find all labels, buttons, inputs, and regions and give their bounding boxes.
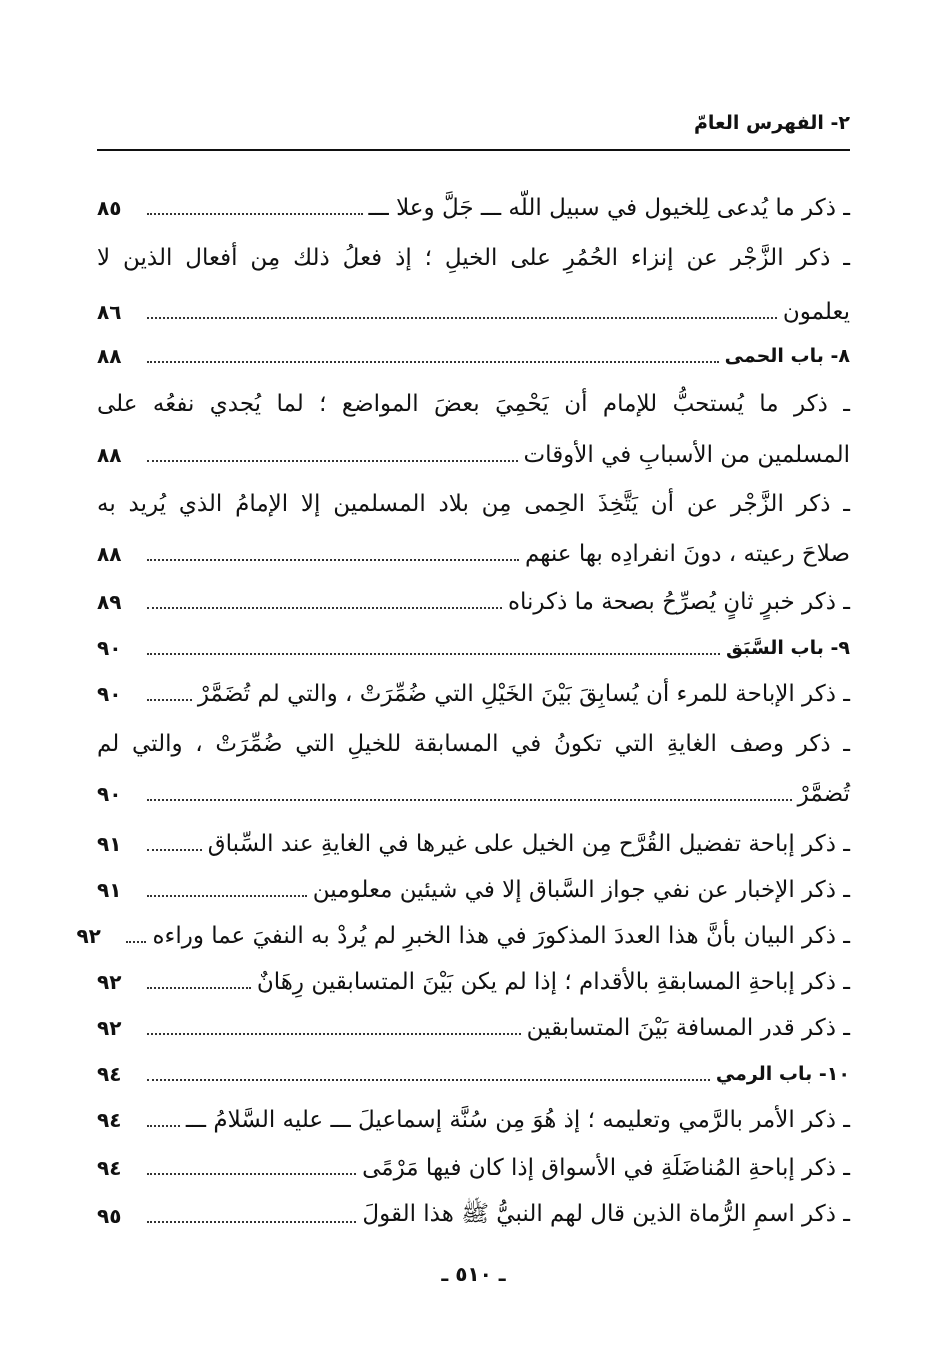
page-number: ـ ٥١٠ ـ: [441, 1262, 506, 1286]
leader-dots: [147, 1125, 180, 1127]
entry-title: ـ ذكر إباحة تفضيل القُرَّح مِن الخيل على غيرها في الغايةِ عند السِّباق: [207, 831, 850, 857]
toc-entry: [97, 584, 850, 620]
toc-entry: [97, 486, 850, 522]
entry-title: ـ ذكر البيان بأنَّ هذا العددَ المذكورَ في هذا الخبرِ لم يُردْ به النفيَ عما وراءه: [152, 923, 850, 949]
toc-section-heading: [97, 338, 850, 374]
entry-title: ـ ذكر ما يُدعى لِلخيول في سبيل اللّه ـــ جَلَّ وعلا ـــ: [368, 195, 850, 221]
leader-dots: [147, 987, 251, 989]
toc-entry: [97, 1010, 850, 1046]
toc-section-heading: [97, 630, 850, 666]
toc-entry: [97, 190, 850, 226]
entry-title: ـ ذكر خبرٍ ثانٍ يُصرِّحُ بصحة ما ذكرناه: [507, 589, 850, 615]
leader-dots: [147, 895, 307, 897]
entry-page: ٩٢: [97, 1016, 122, 1040]
entry-page: ٨٦: [97, 300, 122, 324]
leader-dots: [147, 849, 202, 851]
entry-page: ٩١: [97, 832, 122, 856]
entry-title: ـ ذكر وصف الغايةِ التي تكونُ في المسابقة للخيلِ التي ضُمِّرَتْ ، والتي لم: [97, 731, 850, 757]
leader-dots: [147, 317, 777, 319]
toc-entry: [76, 918, 850, 954]
leader-dots: [147, 213, 363, 215]
leader-dots: [147, 1173, 356, 1175]
leader-dots: [126, 941, 146, 943]
entry-page: ٩٤: [97, 1156, 122, 1180]
leader-dots: [147, 1221, 356, 1223]
entry-title: صلاحَ رعيته ، دونَ انفرادِه بها عنهم: [524, 541, 850, 567]
leader-dots: [147, 1079, 710, 1081]
section-title: ٩- باب السَّبَق: [726, 637, 850, 659]
toc-entry: [97, 964, 850, 1000]
toc-entry: [97, 294, 850, 330]
entry-title: يعلمون: [782, 299, 850, 325]
entry-title: ـ ذكر الأمر بالرَّمي وتعليمه ؛ إذ هُوَ مِن سُنَّة إسماعيلَ ـــ عليه السَّلامُ ـــ: [185, 1107, 850, 1133]
toc-entry: [97, 1102, 850, 1138]
toc-entry: [97, 726, 850, 762]
toc-entry: [97, 1150, 850, 1186]
entry-title: ـ ذكر إباحةِ المسابقةِ بالأقدام ؛ إذا لم يكن بَيْنَ المتسابقين رِهَانٌ: [256, 969, 850, 995]
entry-page: ٩١: [97, 878, 122, 902]
section-title: ٨- باب الحمى: [724, 345, 850, 367]
entry-title: المسلمين من الأسبابِ في الأوقات: [523, 442, 850, 468]
leader-dots: [147, 607, 502, 609]
section-title: ١٠- باب الرمي: [715, 1063, 850, 1085]
toc-entry: [97, 776, 850, 812]
entry-title: ـ ذكر الإباحة للمرء أن يُسابِقَ بَيْنَ الخَيْلِ التي ضُمِّرَتْ ، والتي لم تُضَمَّرْ: [197, 681, 850, 707]
toc-entry: [97, 240, 850, 276]
entry-title: ـ ذكر قدر المسافة بَيْنَ المتسابقين: [526, 1015, 850, 1041]
leader-dots: [147, 653, 720, 655]
running-title: ٢- الفهرس العامّ: [693, 112, 850, 134]
leader-dots: [147, 361, 719, 363]
entry-page: ٩٠: [97, 782, 122, 806]
entry-page: ٨٨: [97, 443, 122, 467]
entry-page: ٩٢: [97, 970, 122, 994]
leader-dots: [147, 460, 518, 462]
toc-entry: [97, 826, 850, 862]
entry-title: ـ ذكر الإخبار عن نفي جواز السَّباق إلا في شيئين معلومين: [312, 877, 850, 903]
header-rule: [97, 149, 850, 151]
toc-entry: [97, 872, 850, 908]
toc-entry: [97, 437, 850, 473]
entry-page: ٨٨: [97, 542, 122, 566]
entry-page: ٩٤: [97, 1108, 122, 1132]
toc-entry: [97, 676, 850, 712]
leader-dots: [147, 1033, 521, 1035]
entry-page: ٩٢: [76, 924, 101, 948]
entry-title: ـ ذكر اسمِ الرُّماة الذين قال لهم النبيُّ ﷺ هذا القولَ: [362, 1201, 850, 1227]
entry-page: ٩٤: [97, 1062, 122, 1086]
entry-page: ٩٠: [97, 636, 122, 660]
entry-title: ـ ذكر الزَّجْر عن إنزاء الحُمُرِ على الخيلِ ؛ إذ فعلُ ذلك مِن أفعال الذين لا: [97, 245, 851, 271]
toc-entry: [97, 386, 850, 422]
entry-page: ٨٩: [97, 590, 122, 614]
leader-dots: [147, 799, 792, 801]
toc-section-heading: [97, 1056, 850, 1092]
entry-title: ـ ذكر ما يُستحبُّ للإمام أن يَحْمِيَ بعضَ المواضع ؛ لما يُجدي نفعُه على: [97, 391, 850, 417]
leader-dots: [147, 699, 192, 701]
entry-page: ٩٥: [97, 1204, 122, 1228]
entry-page: ٩٠: [97, 682, 122, 706]
entry-title: ـ ذكر إباحةِ المُناضَلَةِ في الأسواق إذا كان فيها مَرْمًى: [362, 1155, 850, 1181]
entry-page: ٨٥: [97, 196, 122, 220]
entry-page: ٨٨: [97, 344, 122, 368]
toc-entry: [97, 536, 850, 572]
leader-dots: [147, 559, 519, 561]
entry-title: تُضمَّرْ: [797, 781, 850, 807]
entry-title: ـ ذكر الزَّجْر عن أن يَتَّخِذَ الحِمى مِن بلاد المسلمين إلا الإمامُ الذي يُريد به: [97, 491, 850, 517]
toc-entry: [97, 1198, 850, 1234]
